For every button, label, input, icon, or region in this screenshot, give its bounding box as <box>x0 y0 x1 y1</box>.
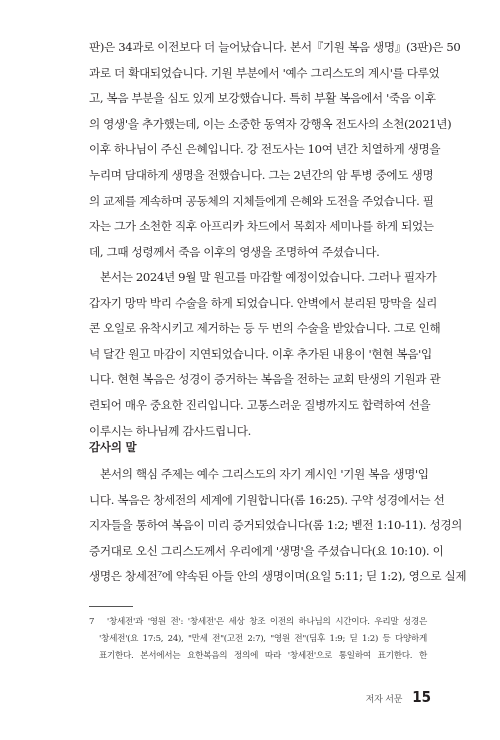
text-line: 의 영생'을 추가했는데, 이는 소중한 동역자 강행옥 전도사의 소천(2021년) <box>89 116 452 131</box>
text-line: 증거대로 오신 그리스도께서 우리에게 '생명'을 주셨습니다(요 10:10). 이 <box>89 543 444 558</box>
text-line: 니다. 복음은 창세전의 세계에 기원합니다(롬 16:25). 구약 성경에서는 선 <box>89 492 445 507</box>
footnote <box>89 614 427 665</box>
text-line: 판)은 34과로 이전보다 더 늘어났습니다. 본서『기원 복음 생명』(3판)은 50 <box>89 40 461 54</box>
text-line: 누리며 담대하게 생명을 전했습니다. 그는 2년간의 암 투병 중에도 생명 <box>89 167 434 182</box>
text-line: 자는 그가 소천한 직후 아프리카 차드에서 목회자 세미나를 하게 되었는 <box>89 219 434 234</box>
text-line: 과로 더 확대되었습니다. 기원 부분에서 '예수 그리스도의 계시'를 다루었 <box>89 65 440 80</box>
page-footer <box>366 688 431 706</box>
page-number: 15 <box>412 688 431 706</box>
text-line: 본서는 2024년 9월 말 원고를 마감할 예정이었습니다. 그러나 필자가 <box>100 270 437 284</box>
paragraph-3 <box>89 462 467 590</box>
text-line: 본서의 핵심 주제는 예수 그리스도의 자기 계시인 '기원 복음 생명'입 <box>100 467 429 481</box>
text-line: 이루시는 하나님께 감사드립니다. <box>89 423 251 438</box>
footnote-line: 7 '창세전'과 '영원 전': '창세전'은 세상 창조 이전의 하나님의 시간이다. 우리말 성경은 <box>89 617 427 627</box>
footnote-divider <box>89 606 133 607</box>
text-line: 넉 달간 원고 마감이 지연되었습니다. 이후 추가된 내용이 '현현 복음'입 <box>89 346 432 361</box>
paragraph-2 <box>89 265 441 444</box>
section-heading: 감사의 말 <box>89 440 137 454</box>
text-line: 의 교제를 계속하며 공동체의 지체들에게 은혜와 도전을 주었습니다. 필 <box>89 193 434 208</box>
paragraph-1 <box>89 35 461 265</box>
text-line: 이후 하나님이 주신 은혜입니다. 강 전도사는 10여 년간 치열하게 생명을 <box>89 142 441 157</box>
text-line: 니다. 현현 복음은 성경이 증거하는 복음을 전하는 교회 탄생의 기원과 관 <box>89 372 441 387</box>
running-title: 저자 서문 <box>365 695 403 705</box>
text-line: 생명은 창세전⁷에 약속된 아들 안의 생명이며(요일 5:11; 딛 1:2), 영으로 실제 <box>89 569 467 584</box>
footnote-line: 표기한다. 본서에서는 요한복음의 정의에 따라 '창세전'으로 통일하여 표기한다. 한 <box>99 651 427 661</box>
text-line: 련되어 매우 중요한 진리입니다. 고통스러운 질병까지도 합력하여 선을 <box>89 397 431 412</box>
text-line: 데, 그때 성령께서 죽음 이후의 영생을 조명하여 주셨습니다. <box>89 244 380 259</box>
text-line: 콘 오일로 유착시키고 제거하는 등 두 번의 수술을 받았습니다. 그로 인해 <box>89 321 441 336</box>
text-line: 갑자기 망막 박리 수술을 하게 되었습니다. 안벽에서 분리된 망막을 실리 <box>89 295 437 310</box>
footnote-line: '창세전'(요 17:5, 24), "만세 전"(고전 2:7), "영원 전"(딤후 1:9; 딛 1:2) 등 다양하게 <box>99 634 427 644</box>
text-line: 지자들을 통하여 복음이 미리 증거되었습니다(롬 1:2; 벧전 1:10-11). 성경의 <box>89 518 463 533</box>
text-line: 고, 복음 부분을 심도 있게 보강했습니다. 특히 부활 복음에서 '죽음 이후 <box>89 91 436 106</box>
